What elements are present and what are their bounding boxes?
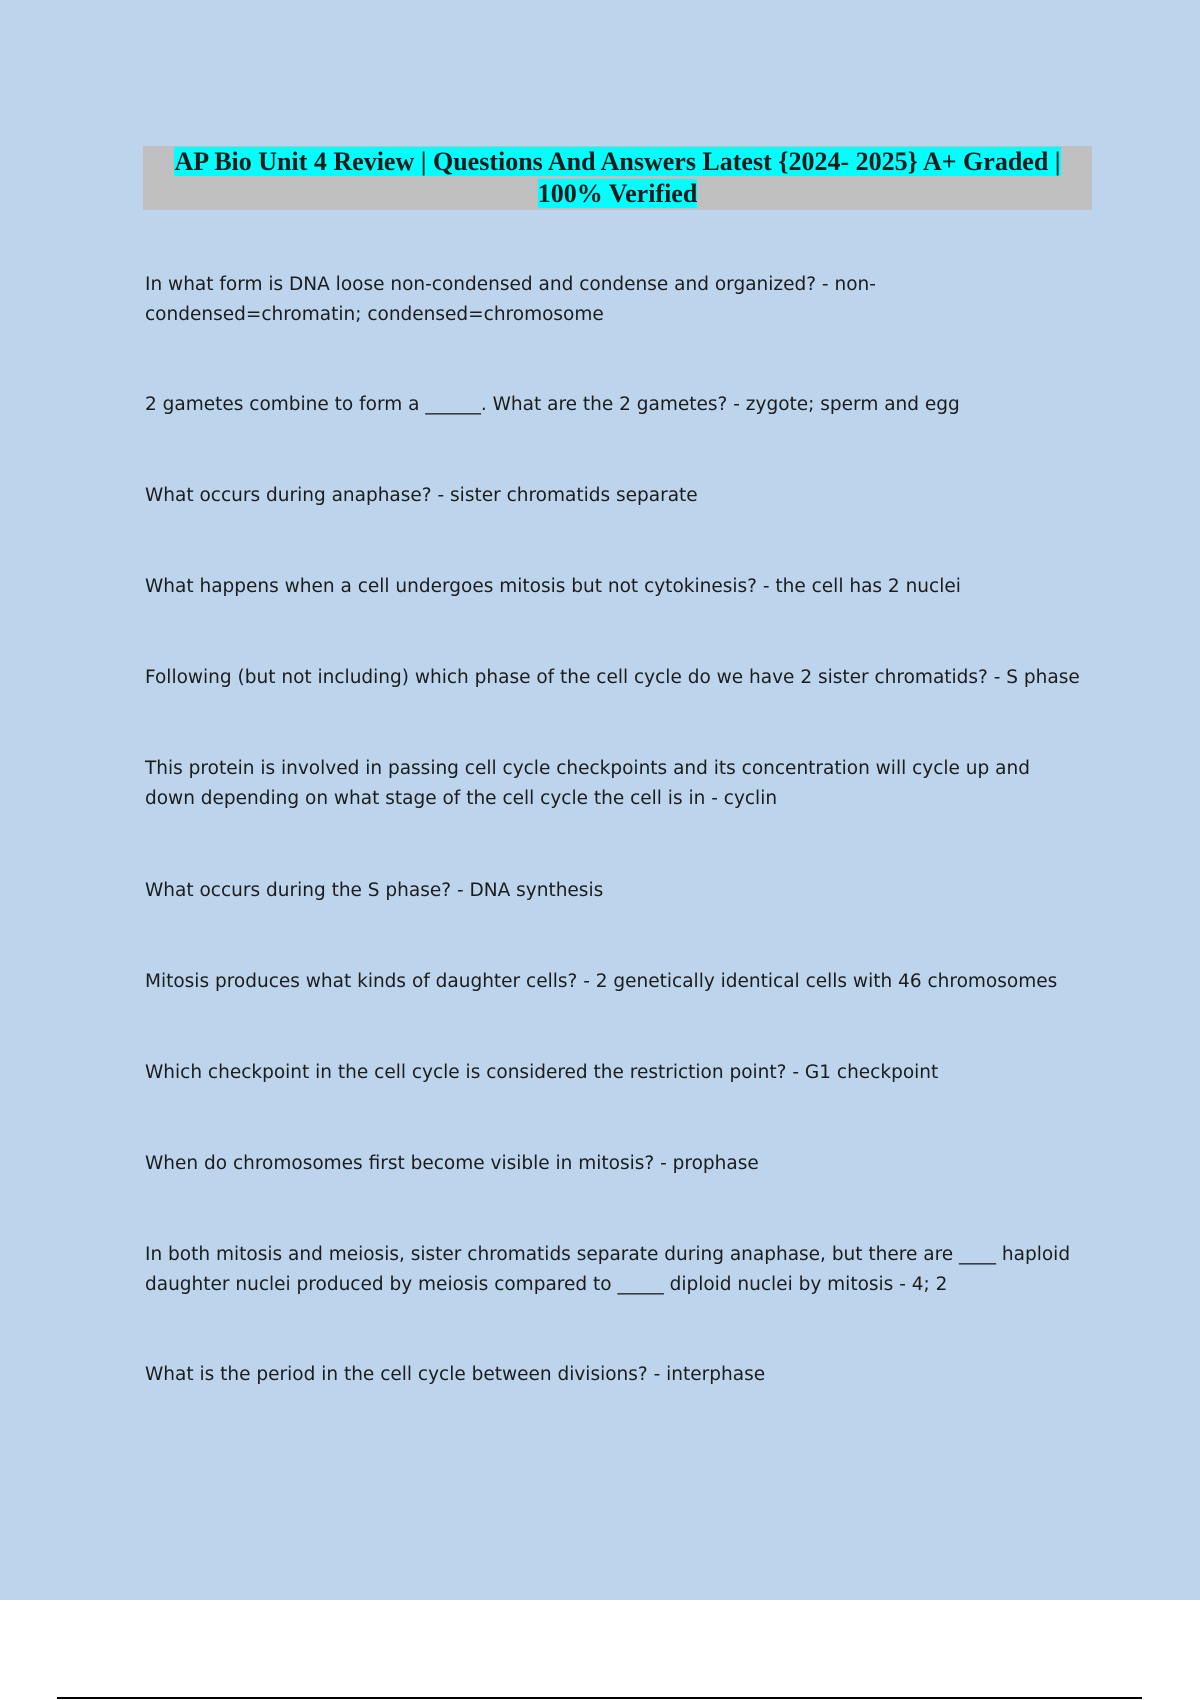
qa-item: What is the period in the cell cycle between divisions? - interphase — [145, 1364, 766, 1385]
qa-item: 2 gametes combine to form a ______. What are the 2 gametes? - zygote; sperm and egg — [145, 394, 960, 415]
document-title: AP Bio Unit 4 Review | Questions And Answers Latest {2024- 2025} A+ Graded | 100% Verified — [174, 147, 1061, 208]
qa-item: What happens when a cell undergoes mitosis but not cytokinesis? - the cell has 2 nuclei — [145, 576, 961, 597]
qa-item: Mitosis produces what kinds of daughter cells? - 2 genetically identical cells with 46 chromosomes — [145, 971, 1058, 992]
title-box — [143, 146, 1092, 210]
qa-item: This protein is involved in passing cell cycle checkpoints and its concentration will cycle up and down depending on what stage of the cell cycle the cell is in - cyclin — [145, 758, 1036, 809]
qa-list — [145, 270, 1085, 1390]
qa-item: Which checkpoint in the cell cycle is considered the restriction point? - G1 checkpoint — [145, 1062, 939, 1083]
qa-item: Following (but not including) which phase of the cell cycle do we have 2 sister chromatids? - S phase — [145, 667, 1080, 688]
qa-item: In both mitosis and meiosis, sister chromatids separate during anaphase, but there are ____ haploid daughter nuclei produced by meiosis compared to _____ diploid nuclei by mitosis - 4; 2 — [145, 1244, 1076, 1295]
qa-item: In what form is DNA loose non-condensed and condense and organized? - non-condensed=chromatin; condensed=chromosome — [145, 274, 876, 325]
footer-rule — [57, 1697, 1142, 1699]
qa-item: When do chromosomes first become visible in mitosis? - prophase — [145, 1153, 759, 1174]
qa-item: What occurs during anaphase? - sister chromatids separate — [145, 485, 698, 506]
qa-item: What occurs during the S phase? - DNA synthesis — [145, 880, 604, 901]
